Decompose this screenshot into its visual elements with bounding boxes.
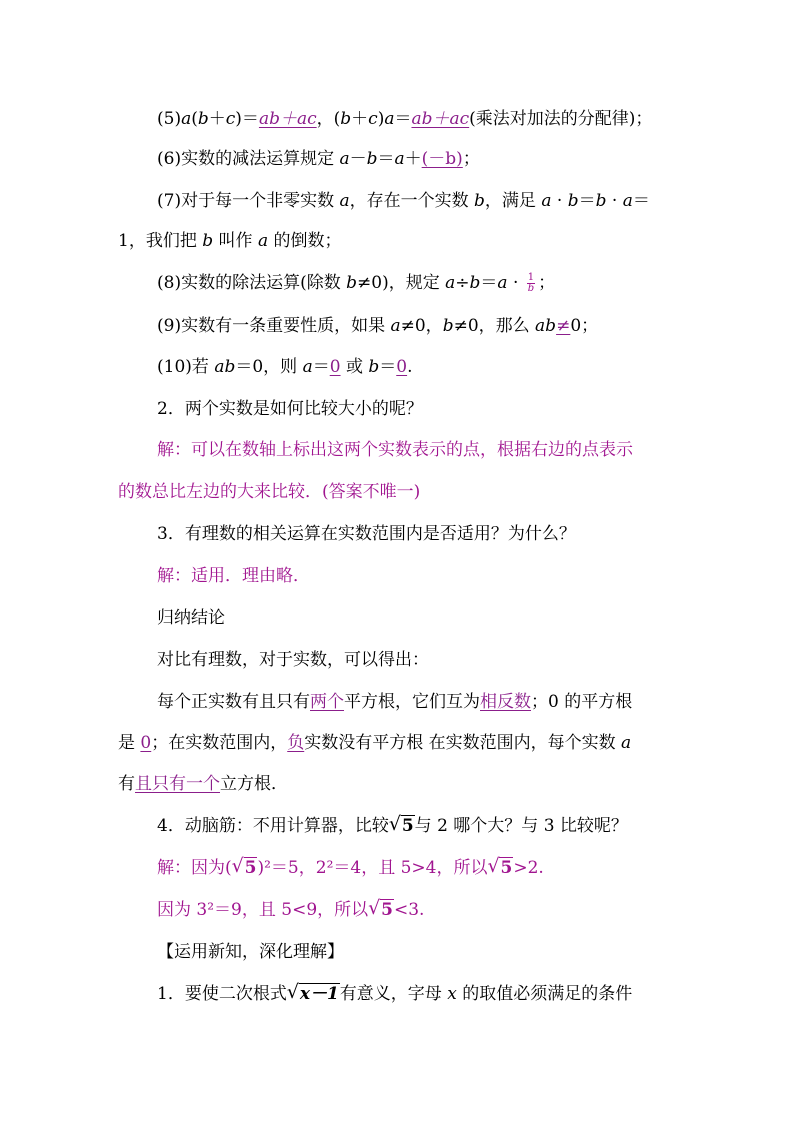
answer-3 — [157, 564, 310, 588]
text: (9)实数有一条重要性质，如果 — [157, 316, 391, 336]
text: ＝ — [377, 149, 395, 169]
square-root — [369, 898, 394, 922]
item-9-property — [157, 314, 598, 338]
var: a — [390, 316, 401, 336]
text: ÷ — [455, 273, 470, 293]
var: a — [257, 231, 269, 251]
text: ； — [462, 149, 480, 169]
var: b — [469, 273, 481, 293]
text: 的数总比左边的大来比较．(答案不唯一) — [118, 482, 421, 502]
text: 或 — [340, 357, 369, 377]
conclusion-line-3 — [118, 772, 288, 796]
question-3 — [157, 522, 576, 546]
answer-4-line-1 — [157, 856, 544, 880]
conclusion-line-1 — [157, 690, 632, 714]
text: (6)实数的减法运算规定 — [157, 149, 340, 169]
text: ＝ — [632, 191, 650, 211]
fraction-denominator: b — [527, 283, 535, 294]
var: a — [339, 191, 350, 211]
text: ) — [377, 109, 385, 129]
text: )²＝5，2²＝4，且 5>4，所以 — [257, 858, 488, 878]
answer-blank: 相反数 — [480, 692, 531, 712]
text: 解：适用．理由略． — [157, 566, 310, 586]
var: a — [339, 149, 350, 169]
fraction-numerator: 1 — [527, 272, 535, 283]
var: b — [567, 191, 579, 211]
text: 1，我们把 — [118, 231, 203, 251]
text: (5) — [157, 109, 182, 129]
var: b — [474, 191, 485, 211]
answer-blank: (－b) — [421, 149, 463, 169]
section-heading-conclusion — [157, 606, 225, 630]
var: ab — [214, 357, 236, 377]
text: 立方根． — [220, 774, 288, 794]
text: 有意义，字母 — [339, 984, 448, 1004]
text: ＝ — [480, 273, 498, 293]
var: ab — [535, 316, 557, 336]
text: 3．有理数的相关运算在实数范围内是否适用？为什么？ — [157, 524, 576, 544]
text: 对比有理数，对于实数，可以得出： — [157, 650, 429, 670]
text: (8)实数的除法运算(除数 — [157, 273, 347, 293]
answer-blank: 0 — [396, 357, 408, 377]
square-root — [390, 814, 415, 838]
text: 4．动脑筋：不用计算器，比较 — [157, 816, 389, 836]
var: c — [368, 109, 378, 129]
text: 1．要使二次根式 — [157, 984, 287, 1004]
text: ，存在一个实数 — [349, 191, 475, 211]
var: a — [622, 191, 633, 211]
text: ≠0，那么 — [453, 316, 536, 336]
fraction-one-over-b — [527, 273, 535, 294]
text: (乘法对加法的分配律)； — [469, 109, 653, 129]
text: ； — [538, 273, 556, 293]
text: 平方根，它们互为 — [344, 692, 480, 712]
text: 叫作 — [213, 231, 258, 251]
text: ＋ — [404, 149, 422, 169]
square-root — [233, 856, 258, 880]
text: ＋ — [208, 109, 226, 129]
conclusion-line-2 — [118, 731, 631, 755]
text: 解：可以在数轴上标出这两个实数表示的点，根据右边的点表示 — [157, 440, 633, 460]
var: a — [445, 273, 456, 293]
item-8-division-rule — [157, 271, 555, 295]
var: a — [384, 109, 395, 129]
item-6-subtraction-rule — [157, 147, 480, 171]
answer-blank: 0 — [329, 357, 341, 377]
text: 2．两个实数是如何比较大小的呢？ — [157, 399, 423, 419]
text: － — [349, 149, 367, 169]
radicand: 5 — [244, 858, 257, 878]
text: ≠0， — [400, 316, 443, 336]
text: 解：因为( — [157, 858, 232, 878]
item-5-distributive-law — [157, 107, 652, 131]
answer-blank: 且只有一个 — [135, 774, 220, 794]
text: )＝ — [235, 109, 259, 129]
question-4 — [157, 814, 628, 838]
var: b — [442, 316, 454, 336]
text: 实数没有平方根 在实数范围内，每个实数 — [304, 733, 622, 753]
text: 的倒数； — [268, 231, 342, 251]
var: a — [621, 733, 632, 753]
var: b — [595, 191, 607, 211]
text: 的取值必须满足的条件 — [456, 984, 633, 1004]
text: >2. — [513, 858, 544, 878]
answer-2-line-2 — [118, 480, 420, 504]
item-7-reciprocal — [157, 189, 650, 213]
var: c — [225, 109, 236, 129]
var: a — [497, 273, 508, 293]
var: b — [340, 109, 352, 129]
var: b — [197, 109, 209, 129]
answer-4-line-2 — [157, 898, 424, 922]
exercise-1 — [157, 982, 632, 1006]
text: 是 — [118, 733, 141, 753]
text: . — [407, 357, 413, 377]
question-2 — [157, 397, 423, 421]
radicand: x－1 — [299, 984, 339, 1004]
text: ＝ — [578, 191, 596, 211]
answer-blank: ab＋ac — [411, 109, 470, 129]
answer-2-line-1 — [157, 438, 633, 462]
section-heading-apply — [157, 940, 344, 964]
var: a — [541, 191, 552, 211]
answer-blank: 0 — [140, 733, 152, 753]
text: ，( — [316, 109, 341, 129]
answer-blank: 负 — [287, 733, 305, 753]
square-root — [488, 856, 513, 880]
text: 与 2 哪个大？与 3 比较呢？ — [414, 816, 628, 836]
radicand: 5 — [401, 816, 414, 836]
text: ≠0)，规定 — [357, 273, 446, 293]
var: a — [394, 149, 405, 169]
item-10-zero-product — [157, 355, 412, 379]
text: ＋ — [351, 109, 369, 129]
text: 有 — [118, 774, 135, 794]
text: ＝ — [379, 357, 397, 377]
text: · — [507, 273, 524, 293]
text: (10)若 — [157, 357, 215, 377]
text: 【运用新知，深化理解】 — [157, 942, 344, 962]
text: ＝ — [394, 109, 412, 129]
conclusion-intro — [157, 648, 429, 672]
radicand: 5 — [381, 900, 393, 920]
text: ；在实数范围内， — [151, 733, 288, 753]
square-root — [288, 982, 340, 1006]
var: b — [368, 357, 380, 377]
text: 每个正实数有且只有 — [157, 692, 310, 712]
text: ＝0，则 — [235, 357, 303, 377]
var: a — [181, 109, 192, 129]
var: a — [302, 357, 313, 377]
var: b — [366, 149, 378, 169]
text: 0； — [570, 316, 599, 336]
text: · — [606, 191, 623, 211]
text: 因为 3²＝9，且 5<9，所以 — [157, 900, 369, 920]
item-7-continued — [118, 229, 341, 253]
text: ( — [191, 109, 198, 129]
text: ＝ — [312, 357, 330, 377]
var: b — [346, 273, 358, 293]
radicand: 5 — [500, 858, 513, 878]
answer-blank: 两个 — [310, 692, 344, 712]
text: (7)对于每一个非零实数 — [157, 191, 340, 211]
var: b — [202, 231, 214, 251]
text: · — [551, 191, 568, 211]
answer-blank: ≠ — [556, 316, 571, 336]
var: x — [447, 984, 457, 1004]
text: ，满足 — [484, 191, 542, 211]
text: 归纳结论 — [157, 608, 225, 628]
text: <3. — [393, 900, 425, 920]
answer-blank: ab＋ac — [258, 109, 317, 129]
text: ；0 的平方根 — [531, 692, 633, 712]
